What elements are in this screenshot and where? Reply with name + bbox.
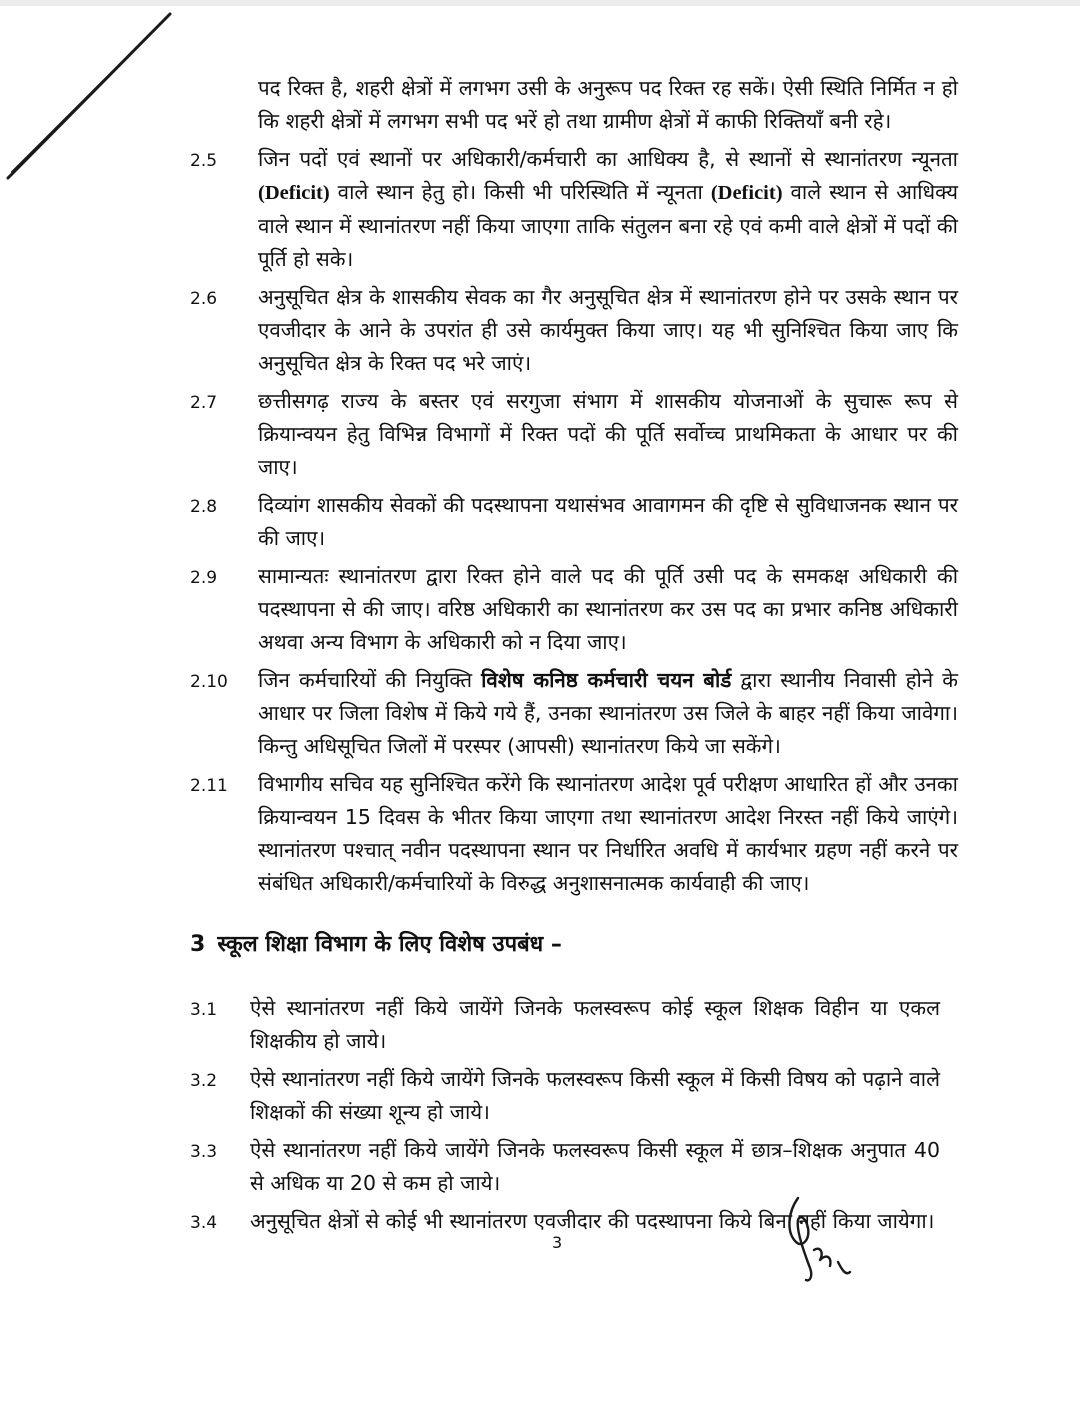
clause-number: 2.11 — [190, 776, 228, 796]
page-number: 3 — [552, 1233, 563, 1252]
clause-3-1 — [190, 992, 970, 1058]
clause-2-8 — [190, 489, 970, 555]
clause-text: अनुसूचित क्षेत्रों से कोई भी स्थानांतरण एवजीदार की पदस्थापना किये बिना नहीं किया जायेगा। — [250, 1209, 935, 1233]
clause-2-9 — [190, 560, 970, 659]
board-name: विशेष कनिष्ठ कर्मचारी चयन बोर्ड — [481, 668, 732, 692]
clause-text: ऐसे स्थानांतरण नहीं किये जायेंगे जिनके फलस्वरूप किसी स्कूल में किसी विषय को पढ़ाने वाले शिक्षकों की संख्या शून्य हो जाये। — [250, 1067, 940, 1124]
clause-2-10 — [190, 664, 970, 763]
clause-text: दिव्यांग शासकीय सेवकों की पदस्थापना यथासंभव आवागमन की दृष्टि से सुविधाजनक स्थान पर की जाए। — [258, 493, 958, 550]
clause-text: ऐसे स्थानांतरण नहीं किये जायेंगे जिनके फलस्वरूप कोई स्कूल शिक्षक विहीन या एकल शिक्षकीय हो जाये। — [250, 996, 940, 1053]
clause-number: 2.5 — [190, 151, 218, 171]
document-body — [190, 72, 970, 1245]
clause-number: 2.6 — [190, 289, 218, 309]
clause-number: 3.2 — [190, 1071, 218, 1091]
clause-text: ऐसे स्थानांतरण नहीं किये जायेंगे जिनके फलस्वरूप किसी स्कूल में छात्र–शिक्षक अनुपात 40 से अधिक या 20 से कम हो जाये। — [250, 1138, 940, 1195]
clause-text-part: वाले स्थान से आधिक्य वाले स्थान में स्थानांतरण नहीं किया जाएगा ताकि संतुलन बना रहे एवं कमी वाले क्षेत्रों में पदों की पूर्ति हो सके। — [258, 180, 958, 271]
clause-3-2 — [190, 1063, 970, 1129]
clause-text: विभागीय सचिव यह सुनिश्चित करेंगे कि स्थानांतरण आदेश पूर्व परीक्षण आधारित हों और उनका क्रियान्वयन 15 दिवस के भीतर किया जाएगा तथा स्थानांतरण आदेश निरस्त नहीं किये जाएंगे। स्थानांतरण पश्चात् नवीन पदस्थापना स्थान पर निर्धारित अवधि में कार्यभार ग्रहण नहीं करने पर संबंधित अधिकारी/कर्मचारियों के विरुद्ध अनुशासनात्मक कार्यवाही की जाए। — [258, 772, 958, 895]
clause-number: 2.9 — [190, 568, 218, 588]
diagonal-pen-mark-icon — [0, 0, 200, 190]
clause-text: अनुसूचित क्षेत्र के शासकीय सेवक का गैर अनुसूचित क्षेत्र में स्थानांतरण होने पर उसके स्थान पर एवजीदार के आने के उपरांत ही उसे कार्यमुक्त किया जाए। यह भी सुनिश्चित किया जाए कि अनुसूचित क्षेत्र के रिक्त पद भरे जाएं। — [258, 285, 958, 375]
clause-number: 2.10 — [190, 672, 228, 692]
clause-number: 3.1 — [190, 1000, 218, 1020]
clause-2-5 — [190, 143, 970, 276]
signature-icon — [780, 1190, 860, 1285]
clause-text-part: द्वारा स्थानीय निवासी होने के आधार पर जिला विशेष में किये गये हैं, उनका स्थानांतरण उस जिले के बाहर नहीं किया जावेगा। किन्तु अधिसूचित जिलों में परस्पर (आपसी) स्थानांतरण किये जा सकेंगे। — [258, 668, 958, 758]
section-heading — [190, 928, 970, 962]
clause-text — [258, 143, 958, 276]
clause-2-11 — [190, 768, 970, 900]
clause-text — [258, 664, 958, 763]
section-number: 3 — [190, 932, 206, 957]
clause-2-7 — [190, 385, 970, 484]
clause-text-part: जिन पदों एवं स्थानों पर अधिकारी/कर्मचारी का आधिक्य है, से स्थानों से स्थानांतरण न्यूनता — [258, 147, 958, 171]
section-title: स्कूल शिक्षा विभाग के लिए विशेष उपबंध – — [217, 932, 562, 957]
deficit-term: (Deficit) — [258, 182, 330, 204]
clause-text-part: वाले स्थान हेतु हो। किसी भी परिस्थिति में न्यूनता — [329, 180, 711, 204]
clause-text-part: जिन कर्मचारियों की नियुक्ति — [258, 668, 482, 692]
clause-text: छत्तीसगढ़ राज्य के बस्तर एवं सरगुजा संभाग में शासकीय योजनाओं के सुचारू रूप से क्रियान्वयन हेतु विभिन्न विभागों में रिक्त पदों की पूर्ति सर्वोच्च प्राथमिकता के आधार पर की जाए। — [258, 389, 958, 479]
intro-paragraph: पद रिक्त है, शहरी क्षेत्रों में लगभग उसी के अनुरूप पद रिक्त रह सकें। ऐसी स्थिति निर्मित न हो कि शहरी क्षेत्रों में लगभग सभी पद भरें हो तथा ग्रामीण क्षेत्रों में काफी रिक्तियाँ बनी रहे। — [258, 76, 958, 133]
clause-text: सामान्यतः स्थानांतरण द्वारा रिक्त होने वाले पद की पूर्ति उसी पद के समकक्ष अधिकारी की पदस्थापना से की जाए। वरिष्ठ अधिकारी का स्थानांतरण कर उस पद का प्रभार कनिष्ठ अधिकारी अथवा अन्य विभाग के अधिकारी को न दिया जाए। — [258, 564, 958, 654]
clause-number: 3.3 — [190, 1142, 218, 1162]
clause-2-6 — [190, 281, 970, 380]
clause-number: 2.7 — [190, 393, 218, 413]
clause-number: 3.4 — [190, 1213, 218, 1233]
clause-number: 2.8 — [190, 497, 218, 517]
deficit-term: (Deficit) — [710, 182, 783, 204]
